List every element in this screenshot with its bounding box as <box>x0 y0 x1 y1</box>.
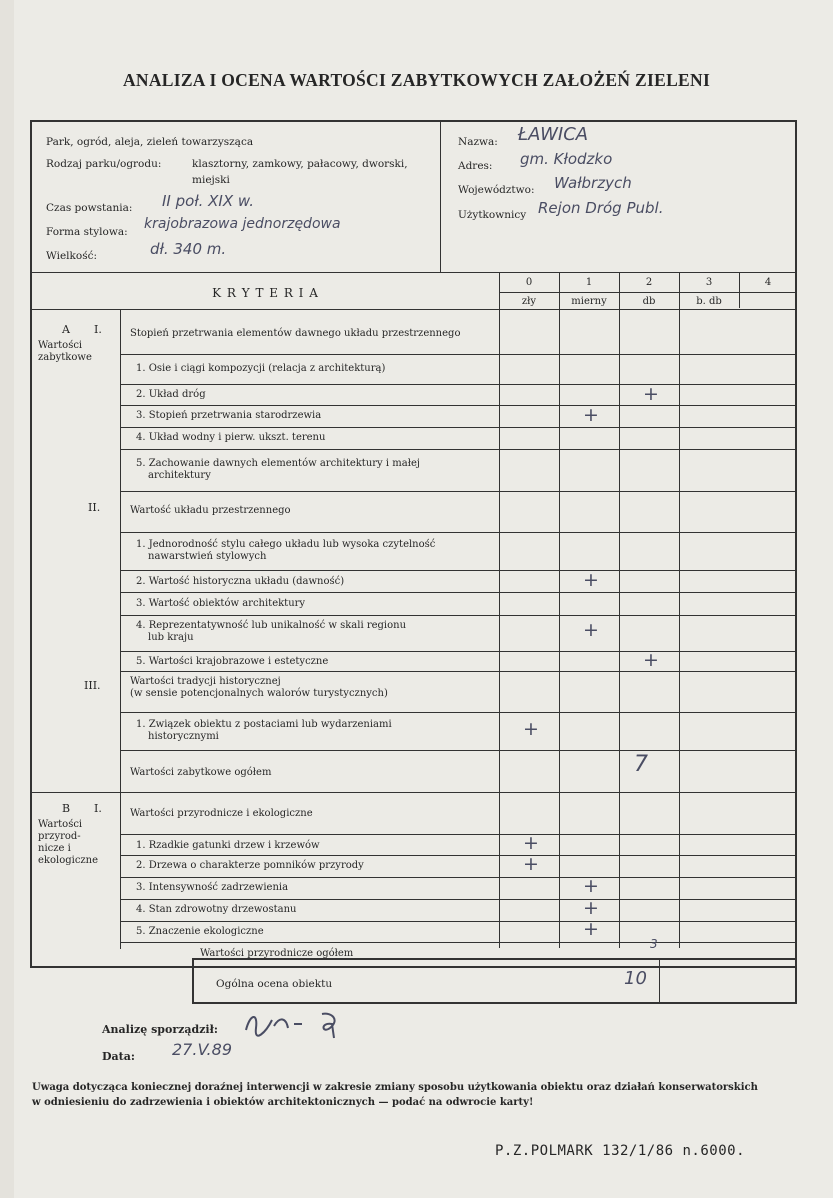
b-i-title: Wartości przyrodnicze i ekologiczne <box>130 808 313 819</box>
b-i-item-4: 4. Stan zdrowotny drzewostanu <box>136 904 297 915</box>
row-line <box>120 921 797 922</box>
date-value: 27.V.89 <box>172 1040 232 1059</box>
section-b-label-3: nicze i <box>38 843 71 854</box>
czas-label: Czas powstania: <box>46 202 133 214</box>
a-ii-item-1: 1. Jednorodność stylu całego układu lub wysoka czytelność <box>136 539 436 550</box>
page-title: ANALIZA I OCENA WARTOŚCI ZABYTKOWYCH ZAŁOŻEŃ ZIELENI <box>122 70 711 90</box>
note <box>32 1080 822 1110</box>
nazwa-label: Nazwa: <box>458 136 498 148</box>
row-line <box>120 855 797 856</box>
a-ii-item-3: 3. Wartość obiektów architektury <box>136 598 306 609</box>
row-line <box>120 877 797 878</box>
col-num-3: 3 <box>705 277 713 288</box>
section-a-roman: I. <box>94 323 102 336</box>
row-line <box>120 427 797 428</box>
col-word-3: b. db <box>696 296 722 307</box>
col-num-4: 4 <box>764 277 772 288</box>
row-line <box>120 570 797 571</box>
section-b-label-1: Wartości <box>38 819 83 830</box>
overall-box <box>192 958 797 1004</box>
row-line <box>120 750 797 751</box>
row-line <box>120 592 797 593</box>
b-i-item-5: 5. Znaczenie ekologiczne <box>136 926 264 937</box>
a-i-item-1: 1. Osie i ciągi kompozycji (relacja z architekturą) <box>136 363 386 374</box>
rodzaj-values: klasztorny, zamkowy, pałacowy, dworski, <box>192 158 408 170</box>
a-i-title: Stopień przetrwania elementów dawnego układu przestrzennego <box>130 328 461 339</box>
a-ii-item-5: 5. Wartości krajobrazowe i estetyczne <box>136 656 329 667</box>
score-mark: + <box>583 619 599 641</box>
section-divider <box>32 792 797 793</box>
row-line <box>120 491 797 492</box>
signature-image <box>236 1006 356 1042</box>
score-mark: + <box>523 832 539 854</box>
wielkosc-value: dł. 340 m. <box>150 240 227 258</box>
header-mid-line <box>499 292 797 293</box>
score-mark: + <box>583 404 599 426</box>
print-stamp: P.Z.POLMARK 132/1/86 n.6000. <box>495 1143 746 1159</box>
col-num-2: 2 <box>645 277 653 288</box>
note-line-2: w odniesieniu do zadrzewienia i obiektów architektonicznych — podać na odwrocie karty! <box>32 1097 534 1108</box>
rodzaj-label: Rodzaj parku/ogrodu: <box>46 158 162 170</box>
section-b-label-4: ekologiczne <box>38 855 99 866</box>
row-line <box>120 384 797 385</box>
overall-divider <box>659 960 660 1002</box>
rodzaj-values-2: miejski <box>192 174 230 186</box>
a-iii-item-1-cont: historycznymi <box>148 731 219 742</box>
row-line <box>120 449 797 450</box>
score-mark: + <box>583 897 599 919</box>
score-mark: + <box>583 569 599 591</box>
section-a-label-1: Wartości <box>38 340 83 351</box>
section-b-roman: I. <box>94 802 102 815</box>
evaluation-form <box>30 120 797 968</box>
a-ii-title: Wartość układu przestrzennego <box>130 505 291 516</box>
a-ii-item-1-cont: nawarstwień stylowych <box>148 551 267 562</box>
header-top-line <box>32 272 797 273</box>
a-iii-title-2: (w sensie potencjonalnych walorów turystycznych) <box>130 688 388 699</box>
adres-label: Adres: <box>458 160 493 172</box>
overall-value: 10 <box>624 968 647 989</box>
b-total-value: 3 <box>650 937 658 951</box>
header-bottom-line <box>32 309 797 310</box>
signature <box>236 1006 356 1046</box>
note-line-1: Uwaga dotycząca koniecznej doraźnej interwencji w zakresie zmiany sposobu użytkowania obiektu oraz działań konserwatorskich <box>32 1082 758 1093</box>
a-ii-item-4-cont: lub kraju <box>148 632 194 643</box>
paper-edge <box>0 0 14 1198</box>
a-ii-item-2: 2. Wartość historyczna układu (dawność) <box>136 576 345 587</box>
overall-label: Ogólna ocena obiektu <box>216 978 333 990</box>
col-num-0: 0 <box>525 277 533 288</box>
col-line-1 <box>559 272 560 948</box>
date-label: Data: <box>102 1050 135 1063</box>
score-mark: + <box>583 875 599 897</box>
forma-value: krajobrazowa jednorzędowa <box>144 216 341 232</box>
forma-label: Forma stylowa: <box>46 226 128 238</box>
wielkosc-label: Wielkość: <box>46 250 98 262</box>
score-mark: + <box>643 649 659 671</box>
row-line <box>120 651 797 652</box>
score-mark: + <box>583 918 599 940</box>
row-line <box>120 615 797 616</box>
section-a-label-2: zabytkowe <box>38 352 92 363</box>
czas-value: II poł. XIX w. <box>162 192 254 210</box>
a-ii-item-4: 4. Reprezentatywność lub unikalność w skali regionu <box>136 620 407 631</box>
score-mark: + <box>523 718 539 740</box>
section-a-letter: A <box>62 323 70 336</box>
a-total-value: 7 <box>634 752 648 777</box>
wojewodztwo-value: Wałbrzych <box>554 174 632 192</box>
row-line <box>120 671 797 672</box>
a-i-item-3: 3. Stopień przetrwania starodrzewia <box>136 410 322 421</box>
wojewodztwo-label: Województwo: <box>458 184 535 196</box>
uzytkownicy-value: Rejon Dróg Publ. <box>538 199 664 217</box>
section-a-ii-roman: II. <box>88 501 101 514</box>
row-line <box>120 899 797 900</box>
b-i-item-2: 2. Drzewa o charakterze pomników przyrody <box>136 860 364 871</box>
row-line <box>120 942 797 943</box>
a-total-label: Wartości zabytkowe ogółem <box>130 767 272 778</box>
row-line <box>120 405 797 406</box>
a-iii-title-1: Wartości tradycji historycznej <box>130 676 281 687</box>
a-iii-item-1: 1. Związek obiektu z postaciami lub wydarzeniami <box>136 719 392 730</box>
info-divider <box>440 122 441 272</box>
col-word-1: mierny <box>571 296 607 307</box>
score-mark: + <box>523 853 539 875</box>
prepared-label: Analizę sporządził: <box>102 1023 218 1036</box>
col-word-0: zły <box>521 296 537 307</box>
a-i-item-4: 4. Układ wodny i pierw. ukszt. terenu <box>136 432 326 443</box>
nazwa-value: ŁAWICA <box>518 124 589 145</box>
a-i-item-5: 5. Zachowanie dawnych elementów architektury i małej <box>136 458 420 469</box>
col-word-2: db <box>642 296 656 307</box>
row-line <box>120 354 797 355</box>
col-num-1: 1 <box>585 277 593 288</box>
col-line-3 <box>679 272 680 948</box>
a-i-item-2: 2. Układ dróg <box>136 389 206 400</box>
score-mark: + <box>643 383 659 405</box>
section-b-label-2: przyrod- <box>38 831 81 842</box>
row-line <box>120 712 797 713</box>
a-i-item-5-cont: architektury <box>148 470 211 481</box>
park-label: Park, ogród, aleja, zieleń towarzysząca <box>46 136 254 148</box>
section-b-letter: B <box>62 802 71 815</box>
row-line <box>120 532 797 533</box>
col-line-2 <box>619 272 620 948</box>
row-line <box>120 834 797 835</box>
kryteria-header: K R Y T E R I A <box>212 286 319 300</box>
uzytkownicy-label: Użytkownicy <box>458 209 527 221</box>
adres-value: gm. Kłodzko <box>520 150 613 168</box>
b-total-label: Wartości przyrodnicze ogółem <box>200 948 354 959</box>
b-i-item-1: 1. Rzadkie gatunki drzew i krzewów <box>136 840 320 851</box>
section-a-iii-roman: III. <box>84 679 101 692</box>
col-line-0 <box>499 272 500 948</box>
b-i-item-3: 3. Intensywność zadrzewienia <box>136 882 289 893</box>
